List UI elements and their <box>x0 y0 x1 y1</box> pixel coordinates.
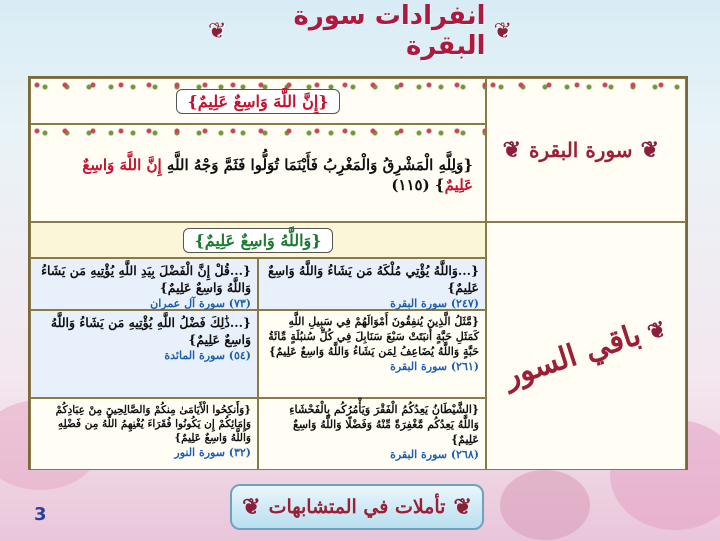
verse-cell <box>30 258 258 310</box>
page-title-text: انفرادات سورة البقرة <box>293 1 486 61</box>
ornament-icon: ❦ <box>502 137 522 163</box>
ornament-icon: ❦ <box>640 137 659 163</box>
ornament-icon: ❦ <box>644 315 670 347</box>
content-table <box>28 76 688 470</box>
verse-cell <box>258 398 486 470</box>
verse-ref: (٣٢) سورة النور <box>174 445 251 459</box>
verse-text: {...وَاللَّهُ يُؤْتِي مُلْكَهُ مَن يَشَاءُ وَاللَّهُ وَاسِعٌ عَلِيمٌ} <box>268 263 479 295</box>
verse-cell <box>258 310 486 398</box>
middle-header: {وَاللَّهُ وَاسِعٌ عَلِيمٌ} <box>183 228 332 253</box>
verse-text: {الشَّيْطَانُ يَعِدُكُمُ الْفَقْرَ وَيَأْمُرُكُم بِالْفَحْشَاءِ وَاللَّهُ يَعِدُكُم مَّغْفِرَةً مِّنْهُ وَفَضْلًا وَاللَّهُ وَاسِعٌ عَلِيمٌ} <box>289 403 479 446</box>
page-title <box>200 1 520 61</box>
verse-ref: (٥٤) سورة المائدة <box>164 348 251 362</box>
verse-ref: (٢٦٨) سورة البقرة <box>390 447 479 461</box>
rest-label: ❦باقي السور <box>499 315 670 395</box>
middle-header-cell <box>30 222 486 258</box>
verse-cell <box>30 310 258 398</box>
main-verse: {وَلِلَّهِ الْمَشْرِقُ وَالْمَغْرِبُ فَأَيْنَمَا تُوَلُّوا فَثَمَّ وَجْهُ اللَّهِ إِنَّ اللَّهَ وَاسِعٌ عَلِيمٌ} (١١٥) <box>82 156 473 195</box>
verse-ref: (٢٦١) سورة البقرة <box>390 359 479 373</box>
verse-cell <box>258 258 486 310</box>
verse-text: {مَّثَلُ الَّذِينَ يُنفِقُونَ أَمْوَالَهُمْ فِي سَبِيلِ اللَّهِ كَمَثَلِ حَبَّةٍ أَنبَتَتْ سَبْعَ سَنَابِلَ فِي كُلِّ سُنبُلَةٍ مِّائَةُ حَبَّةٍ وَاللَّهُ يُضَاعِفُ لِمَن يَشَاءُ وَاللَّهُ وَاسِعٌ عَلِيمٌ} <box>268 315 479 358</box>
surah-label: ❦سورة البقرة❦ <box>502 137 659 163</box>
main-verse-cell <box>30 124 486 222</box>
ornament-icon: ❦ <box>242 494 261 520</box>
ornament-icon: ❦ <box>208 18 227 44</box>
flower-decoration <box>500 470 590 540</box>
surah-cell <box>486 78 686 222</box>
ornament-icon: ❦ <box>493 18 512 44</box>
ornament-icon: ❦ <box>453 494 472 520</box>
page-number: 3 <box>34 504 47 525</box>
phrase-cell <box>30 78 486 124</box>
footer-badge <box>230 484 484 530</box>
verse-ref: (٢٤٧) سورة البقرة <box>390 296 479 310</box>
verse-ref: (٧٣) سورة آل عمران <box>150 296 251 310</box>
verse-text: {وَأَنكِحُوا الْأَيَامَىٰ مِنكُمْ وَالصَّالِحِينَ مِنْ عِبَادِكُمْ وَإِمَائِكُمْ إِن يَكُونُوا فُقَرَاءَ يُغْنِهِمُ اللَّهُ مِن فَضْلِهِ وَاللَّهُ وَاسِعٌ عَلِيمٌ} <box>55 404 251 445</box>
verse-text: {...ذَٰلِكَ فَضْلُ اللَّهِ يُؤْتِيهِ مَن يَشَاءُ وَاللَّهُ وَاسِعٌ عَلِيمٌ} <box>50 315 251 347</box>
footer-badge-text: تأملات في المتشابهات <box>268 496 446 518</box>
rest-cell <box>486 222 686 470</box>
phrase-header: {إِنَّ اللَّهَ وَاسِعٌ عَلِيمٌ} <box>176 89 339 114</box>
verse-text: {...قُلْ إِنَّ الْفَضْلَ بِيَدِ اللَّهِ يُؤْتِيهِ مَن يَشَاءُ وَاللَّهُ وَاسِعٌ عَلِيمٌ} <box>41 263 251 295</box>
verse-cell <box>30 398 258 470</box>
